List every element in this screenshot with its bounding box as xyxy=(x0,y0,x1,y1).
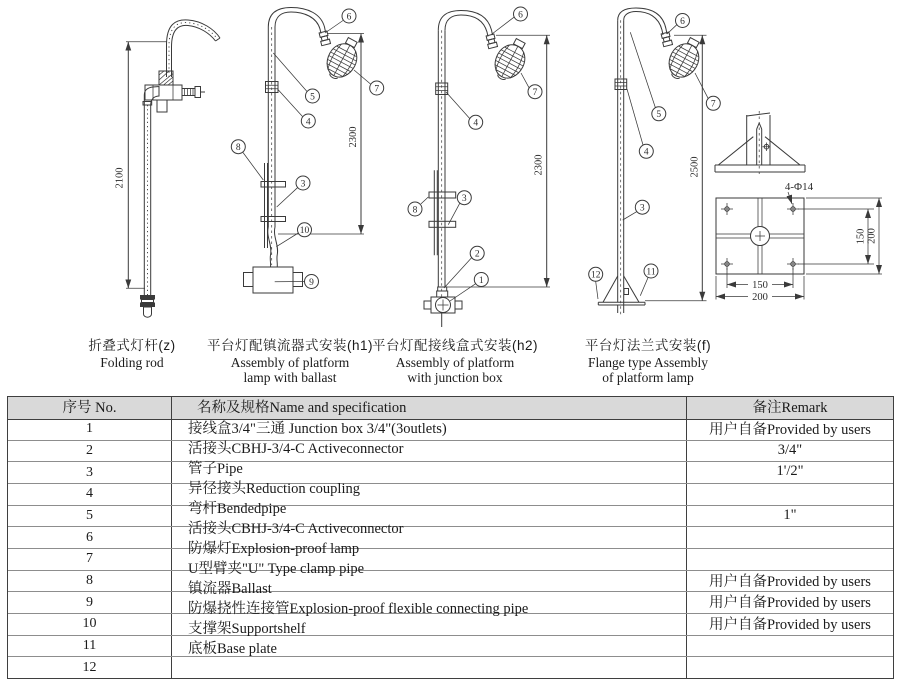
row-remark: 1'/2" xyxy=(776,463,804,480)
row-name-cell xyxy=(172,462,687,483)
dim-label: 2100 xyxy=(114,167,126,189)
callout-3: 3 xyxy=(300,179,306,190)
lamp-connector xyxy=(661,32,673,47)
pole-base xyxy=(140,295,155,317)
callout-5: 5 xyxy=(310,92,315,103)
callout-8: 8 xyxy=(235,143,241,153)
row-no: 11 xyxy=(8,636,172,657)
row-remark xyxy=(687,526,893,547)
u-clamp xyxy=(429,170,456,255)
clamp-assembly xyxy=(144,71,205,112)
caption-cn: 平台灯法兰式安装(f) xyxy=(584,338,712,353)
dim-label: 2500 xyxy=(689,156,701,178)
callout-7: 7 xyxy=(374,84,380,95)
callouts xyxy=(589,14,721,282)
flange-side-view xyxy=(715,111,805,177)
row-remark: 3/4" xyxy=(777,441,803,458)
row-no: 8 xyxy=(8,571,172,592)
row-name: 防爆灯Explosion-proof lamp xyxy=(188,541,360,557)
callout-12: 12 xyxy=(590,270,601,281)
table-row xyxy=(8,656,893,678)
callout-5: 5 xyxy=(656,110,662,121)
row-name-cell xyxy=(172,571,687,592)
callout-11: 11 xyxy=(646,267,656,278)
caption-en: lamp with ballast xyxy=(243,370,337,385)
dimension-2300 xyxy=(447,35,550,287)
caption-en: Flange type Assembly xyxy=(588,354,708,370)
gooseneck-pole xyxy=(266,8,326,266)
header-no: 序号 No. xyxy=(8,397,172,419)
callout-10: 10 xyxy=(299,226,310,237)
row-remark: 1" xyxy=(783,506,797,523)
row-name-cell xyxy=(172,419,687,440)
flexible-pipe xyxy=(268,227,278,267)
row-remark xyxy=(687,656,893,677)
callout-6: 6 xyxy=(680,16,685,27)
table-row xyxy=(8,440,893,462)
table-row xyxy=(8,505,893,527)
row-name-cell xyxy=(172,592,687,613)
table-row xyxy=(8,591,893,613)
table-row xyxy=(8,483,893,505)
caption-en: Assembly of platform xyxy=(395,354,515,370)
flange-dim-200h: 200 xyxy=(752,292,768,303)
table-header xyxy=(8,397,893,420)
hook-curve xyxy=(167,20,221,77)
caption-cn: 平台灯配镇流器式安装(h1) xyxy=(206,338,373,353)
caption-cn: 折叠式灯杆(z) xyxy=(88,338,176,353)
table-body xyxy=(8,419,893,678)
explosion-proof-lamp xyxy=(320,33,365,84)
row-no: 1 xyxy=(8,419,172,440)
flange-dim-200v: 200 xyxy=(866,228,878,244)
callout-7: 7 xyxy=(532,88,538,98)
caption-folding-rod xyxy=(59,338,205,370)
table-row xyxy=(8,526,893,548)
row-name: 镇流器Ballast xyxy=(188,581,272,597)
gooseneck-pole xyxy=(615,8,667,315)
callout-6: 6 xyxy=(518,10,523,21)
row-remark xyxy=(687,483,893,504)
row-name: 活接头CBHJ-3/4-C Activeconnector xyxy=(188,521,404,537)
row-name: 异径接头Reduction coupling xyxy=(188,481,360,497)
row-name-cell xyxy=(172,441,687,462)
callout-3: 3 xyxy=(461,194,467,204)
row-remark: 用户自备Provided by users xyxy=(709,595,871,612)
callout-1: 1 xyxy=(478,275,484,286)
callout-2: 2 xyxy=(474,249,480,260)
active-connector xyxy=(437,287,448,297)
ballast-box xyxy=(244,267,303,293)
junction-box xyxy=(424,297,462,327)
row-remark: 用户自备Provided by users xyxy=(709,421,871,438)
row-no: 4 xyxy=(8,484,172,505)
callout-3: 3 xyxy=(639,203,645,214)
row-name-cell xyxy=(172,484,687,505)
callout-7: 7 xyxy=(710,99,716,110)
caption-en: of platform lamp xyxy=(602,370,694,385)
dim-label: 2300 xyxy=(533,154,545,176)
row-name: U型臂夹"U" Type clamp pipe xyxy=(188,561,365,577)
parts-table xyxy=(7,396,894,679)
header-name: 名称及规格Name and specification xyxy=(172,397,687,419)
flange-dim-150v: 150 xyxy=(855,228,867,245)
row-name-cell xyxy=(172,614,687,635)
holes-label: 4-Φ14 xyxy=(784,181,814,193)
caption-ballast xyxy=(202,338,378,386)
u-clamp xyxy=(261,163,286,248)
lamp-connector xyxy=(486,34,498,49)
diagram-platform-junction xyxy=(398,5,578,330)
diagram-platform-flange xyxy=(578,5,883,330)
caption-en: Folding rod xyxy=(100,354,164,370)
row-remark xyxy=(687,635,893,656)
dim-label: 2300 xyxy=(348,126,359,148)
caption-flange xyxy=(560,338,736,386)
row-name: 弯杆Bendedpipe xyxy=(188,501,287,517)
table-row xyxy=(8,461,893,483)
row-name-cell xyxy=(172,636,687,657)
caption-en: Assembly of platform xyxy=(230,354,350,370)
row-remark: 用户自备Provided by users xyxy=(709,573,871,590)
row-no: 10 xyxy=(8,614,172,635)
row-no: 12 xyxy=(8,657,172,678)
row-name: 防爆挠性连接管Explosion-proof flexible connecting pipe xyxy=(188,601,529,617)
table-row xyxy=(8,613,893,635)
callout-4: 4 xyxy=(473,118,479,129)
diagram-folding-rod xyxy=(95,5,225,330)
row-name: 支撑架Supportshelf xyxy=(188,621,306,637)
flange-top-view xyxy=(716,181,882,303)
caption-en: with junction box xyxy=(407,370,503,385)
row-name-cell xyxy=(172,657,687,678)
caption-junction xyxy=(367,338,543,386)
row-no: 7 xyxy=(8,549,172,570)
diagram-platform-ballast xyxy=(228,5,392,330)
leader-lines xyxy=(243,21,371,282)
row-name-cell xyxy=(172,549,687,570)
table-row xyxy=(8,570,893,592)
table-row xyxy=(8,419,893,440)
flange-base xyxy=(598,276,645,305)
callout-4: 4 xyxy=(305,117,311,128)
row-remark: 用户自备Provided by users xyxy=(709,616,871,633)
row-no: 5 xyxy=(8,506,172,527)
flange-dim-150h: 150 xyxy=(752,280,768,291)
callout-9: 9 xyxy=(309,277,314,288)
row-name: 接线盒3/4"三通 Junction box 3/4"(3outlets) xyxy=(188,421,447,437)
table-row xyxy=(8,635,893,657)
row-name: 管子Pipe xyxy=(188,461,243,477)
row-no: 3 xyxy=(8,462,172,483)
row-remark xyxy=(687,548,893,569)
row-no: 9 xyxy=(8,592,172,613)
pole xyxy=(143,102,152,296)
row-no: 2 xyxy=(8,441,172,462)
row-name: 活接头CBHJ-3/4-C Activeconnector xyxy=(188,441,404,457)
callout-8: 8 xyxy=(412,205,418,216)
header-remark: 备注Remark xyxy=(752,400,828,416)
caption-cn: 平台灯配接线盒式安装(h2) xyxy=(371,338,538,353)
callout-4: 4 xyxy=(643,147,649,158)
row-name-cell xyxy=(172,506,687,527)
table-row xyxy=(8,548,893,570)
callout-6: 6 xyxy=(346,12,352,23)
row-no: 6 xyxy=(8,527,172,548)
row-name: 底板Base plate xyxy=(188,641,277,657)
row-name-cell xyxy=(172,527,687,548)
